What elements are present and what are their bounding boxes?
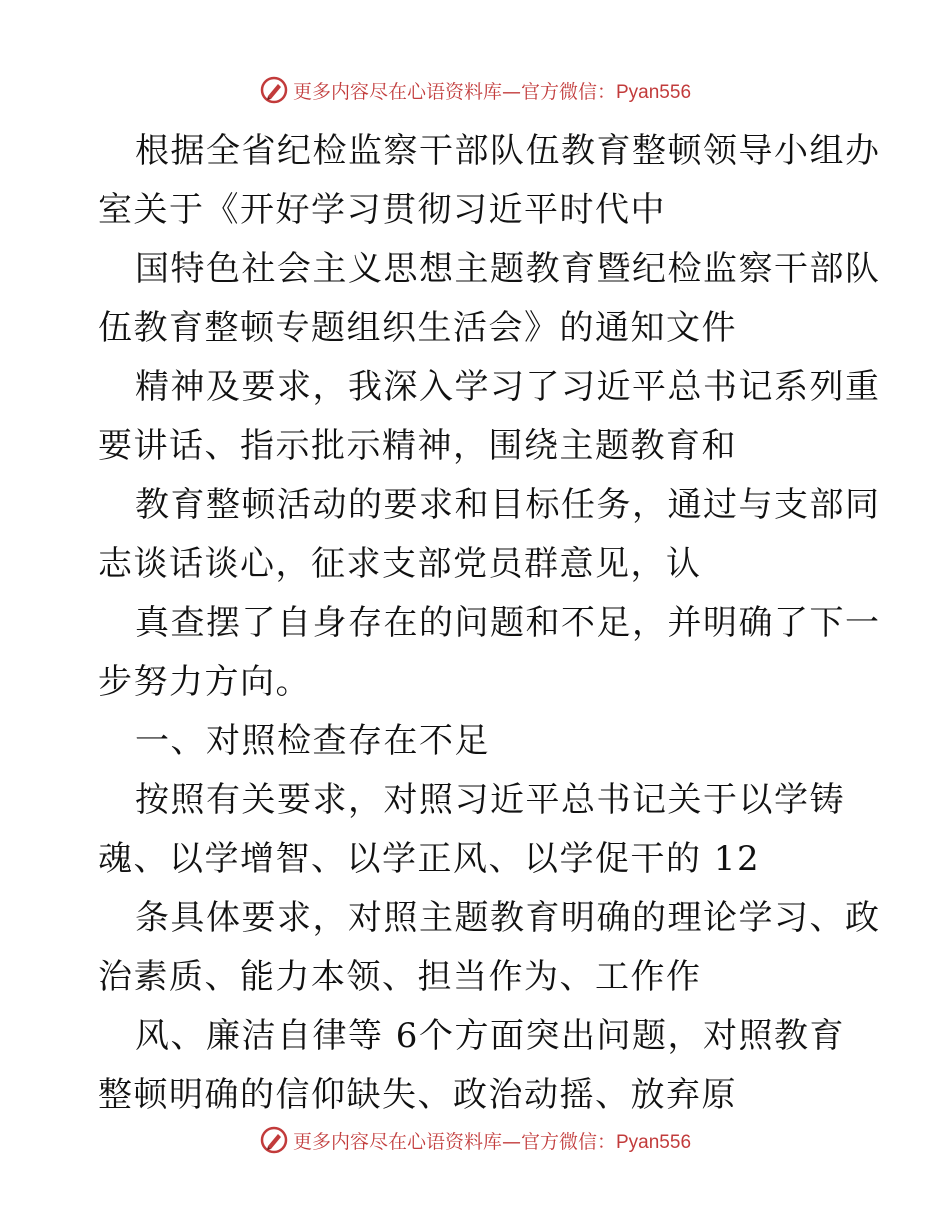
watermark-text: 更多内容尽在心语资料库—官方微信：Pyan556: [292, 1130, 692, 1153]
text-line: 按照有关要求，对照习近平总书记关于以学铸: [135, 780, 845, 820]
watermark-header: [0, 70, 950, 110]
watermark-footer: [0, 1120, 950, 1160]
text-line: 要讲话、指示批示精神，围绕主题教育和: [98, 426, 737, 466]
text-line: 魂、以学增智、以学正风、以学促干的 12: [98, 839, 761, 879]
text-line: 志谈话谈心，征求支部党员群意见，认: [98, 544, 702, 584]
text-line: 国特色社会主义思想主题教育暨纪检监察干部队: [135, 249, 881, 289]
text-line: 整顿明确的信仰缺失、政治动摇、放弃原: [98, 1075, 737, 1115]
text-line: 根据全省纪检监察干部队伍教育整顿领导小组办: [135, 131, 881, 171]
text-line: 条具体要求，对照主题教育明确的理论学习、政: [135, 898, 881, 938]
text-line: 教育整顿活动的要求和目标任务，通过与支部同: [135, 485, 881, 525]
text-line: 一、对照检查存在不足: [135, 721, 490, 761]
text-line: 治素质、能力本领、担当作为、工作作: [98, 957, 702, 997]
text-line: 风、廉洁自律等 6个方面突出问题，对照教育: [135, 1016, 845, 1056]
pen-logo-icon: [259, 1125, 289, 1155]
watermark-text: 更多内容尽在心语资料库—官方微信：Pyan556: [292, 80, 692, 103]
text-line: 室关于《开好学习贯彻习近平时代中: [98, 190, 666, 230]
text-line: 真查摆了自身存在的问题和不足，并明确了下一: [135, 603, 881, 643]
pen-logo-icon: [259, 75, 289, 105]
document-body: [0, 122, 950, 1125]
text-line: 伍教育整顿专题组织生活会》的通知文件: [98, 308, 737, 348]
text-line: 步努力方向。: [98, 662, 311, 702]
text-line: 精神及要求，我深入学习了习近平总书记系列重: [135, 367, 881, 407]
